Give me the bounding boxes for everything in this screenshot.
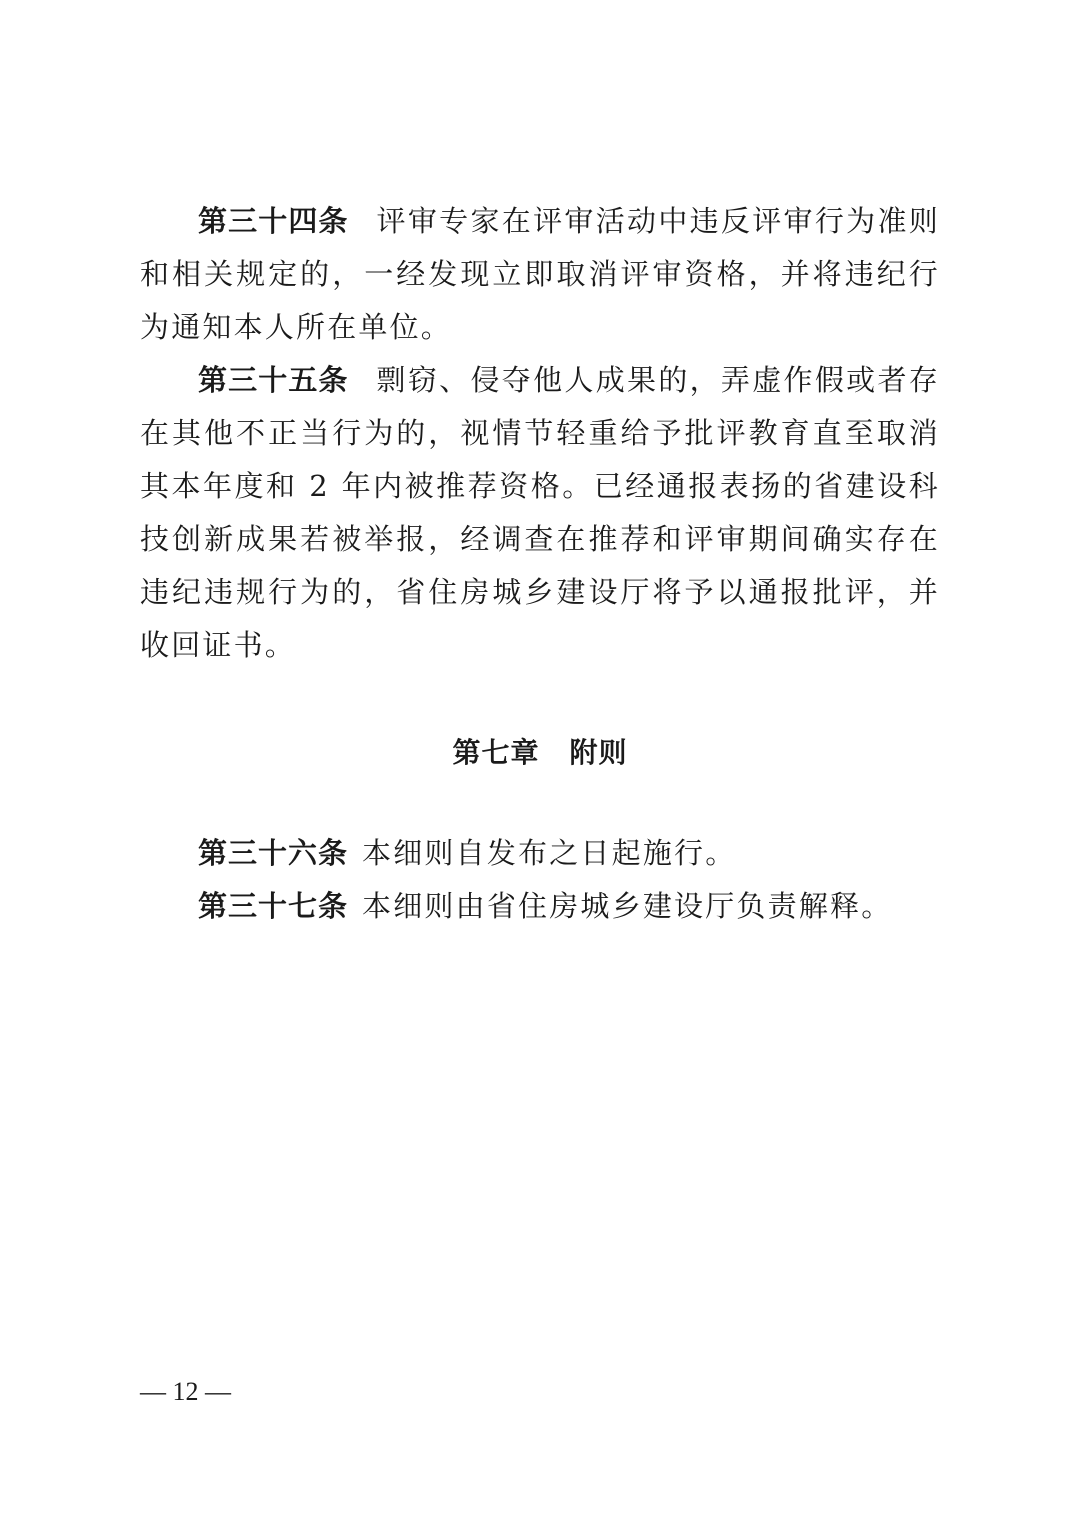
article-text: 评审专家在评审活动中违反评审行为准则和相关规定的，一经发现立即取消评审资格，并将违纪行为通知本人所在单位。 bbox=[140, 204, 940, 344]
article-text: 本细则自发布之日起施行。 bbox=[362, 836, 737, 870]
article-36 bbox=[140, 827, 940, 880]
article-number: 第三十七条 bbox=[198, 889, 349, 923]
article-number: 第三十四条 bbox=[198, 204, 349, 238]
article-37 bbox=[140, 880, 940, 933]
article-number: 第三十五条 bbox=[198, 363, 349, 397]
article-text: 本细则由省住房城乡建设厅负责解释。 bbox=[362, 889, 893, 923]
chapter-title: 附则 bbox=[569, 736, 628, 769]
chapter-number: 第七章 bbox=[452, 736, 540, 769]
article-34 bbox=[140, 195, 940, 354]
page-number: — 12 — bbox=[140, 1377, 231, 1406]
article-35 bbox=[140, 354, 940, 672]
article-number: 第三十六条 bbox=[198, 836, 349, 870]
chapter-heading bbox=[140, 726, 940, 779]
document-page bbox=[140, 195, 940, 933]
article-text: 剽窃、侵夺他人成果的，弄虚作假或者存在其他不正当行为的，视情节轻重给予批评教育直至取消其本年度和 2 年内被推荐资格。已经通报表扬的省建设科技创新成果若被举报，经调查在推荐和评审期间确实存在违纪违规行为的，省住房城乡建设厅将予以通报批评，并收回证书。 bbox=[140, 363, 940, 662]
